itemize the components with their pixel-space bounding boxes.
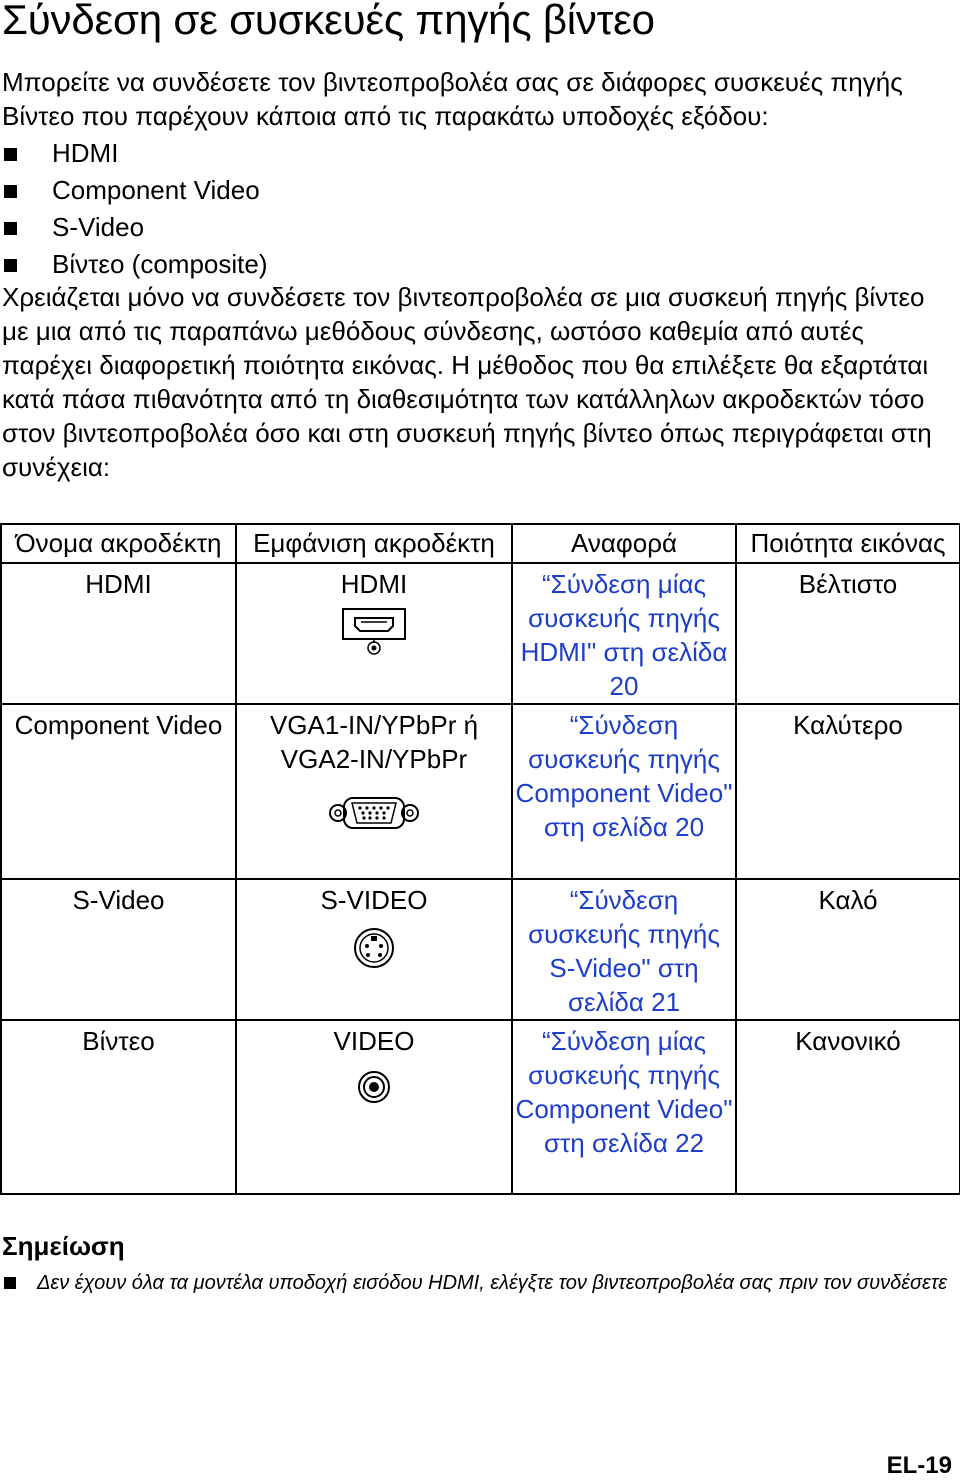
list-item: Βίντεο (composite) [0,246,267,283]
list-item: Component Video [0,172,267,209]
table-row [1,563,960,704]
page-number: EL-19 [886,1452,952,1479]
reference-link[interactable]: “Σύνδεση συσκευής πηγής S-Video" στη σελίδα 21 [512,879,736,1020]
connector-name-cell: Βίντεο [1,1020,236,1194]
quality-cell: Καλό [736,879,960,1020]
column-header-reference: Αναφορά [512,524,736,563]
vga-port-icon [328,794,420,832]
table-row [1,1020,960,1194]
note-heading: Σημείωση [2,1231,125,1261]
list-item: S-Video [0,209,267,246]
connector-name-cell: HDMI [1,563,236,704]
connector-label: VGA1-IN/YPbPr ή VGA2-IN/YPbPr [269,710,479,774]
page-title: Σύνδεση σε συσκευές πηγής βίντεο [2,0,655,43]
reference-link[interactable]: “Σύνδεση μίας συσκευής πηγής Component Video" στη σελίδα 22 [512,1020,736,1194]
output-types-list [0,135,267,283]
connector-label: S-VIDEO [320,885,428,915]
column-header-quality: Ποιότητα εικόνας [736,524,960,563]
bullet-square-icon [4,185,17,198]
connector-appearance-cell [236,563,512,704]
list-item: HDMI [0,135,267,172]
bullet-square-icon [4,259,17,272]
connector-appearance-cell [236,879,512,1020]
table-row [1,879,960,1020]
quality-cell: Κανονικό [736,1020,960,1194]
list-item: Δεν έχουν όλα τα μοντέλα υποδοχή εισόδου HDMI, ελέγξτε τον βιντεοπροβολέα σας πριν τον συνδέσετε [0,1271,955,1295]
quality-cell: Καλύτερο [736,704,960,879]
connector-label: HDMI [340,569,408,599]
hdmi-port-icon [341,607,407,655]
bullet-square-icon [4,148,17,161]
table-row [1,704,960,879]
reference-link[interactable]: “Σύνδεση συσκευής πηγής Component Video" στη σελίδα 20 [512,704,736,879]
table-header-row [1,524,960,563]
bullet-square-icon [4,1277,16,1289]
note-list [0,1271,955,1295]
connector-appearance-cell [236,704,512,879]
rca-video-port-icon [357,1070,391,1104]
connector-label: VIDEO [333,1026,415,1056]
connector-name-cell: Component Video [1,704,236,879]
intro-paragraph: Μπορείτε να συνδέσετε τον βιντεοπροβολέα σας σε διάφορες συσκευές πηγής Βίντεο που παρέχουν κάποια από τις παρακάτω υποδοχές εξόδου: [2,67,903,131]
reference-link[interactable]: “Σύνδεση μίας συσκευής πηγής HDMI" στη σελίδα 20 [512,563,736,704]
column-header-name: Όνομα ακροδέκτη [1,524,236,563]
connector-table [0,523,960,1195]
bullet-square-icon [4,222,17,235]
quality-cell: Βέλτιστο [736,563,960,704]
column-header-appearance: Εμφάνιση ακροδέκτη [236,524,512,563]
connector-appearance-cell [236,1020,512,1194]
connector-name-cell: S-Video [1,879,236,1020]
svideo-port-icon [353,927,395,969]
body-paragraph: Χρειάζεται μόνο να συνδέσετε τον βιντεοπροβολέα σε μια συσκευή πηγής βίντεο με μια από τις παραπάνω μεθόδους σύνδεσης, ωστόσο καθεμία από αυτές παρέχει διαφορετική ποιότητα εικόνας. Η μέθοδος που θα επιλέξετε θα εξαρτάται κατά πάσα πιθανότητα από τη διαθεσιμότητα των κατάλληλων ακροδεκτών τόσο στον βιντεοπροβολέα όσο και στη συσκευή πηγής βίντεο όπως περιγράφεται στη συνέχεια: [2,282,932,482]
